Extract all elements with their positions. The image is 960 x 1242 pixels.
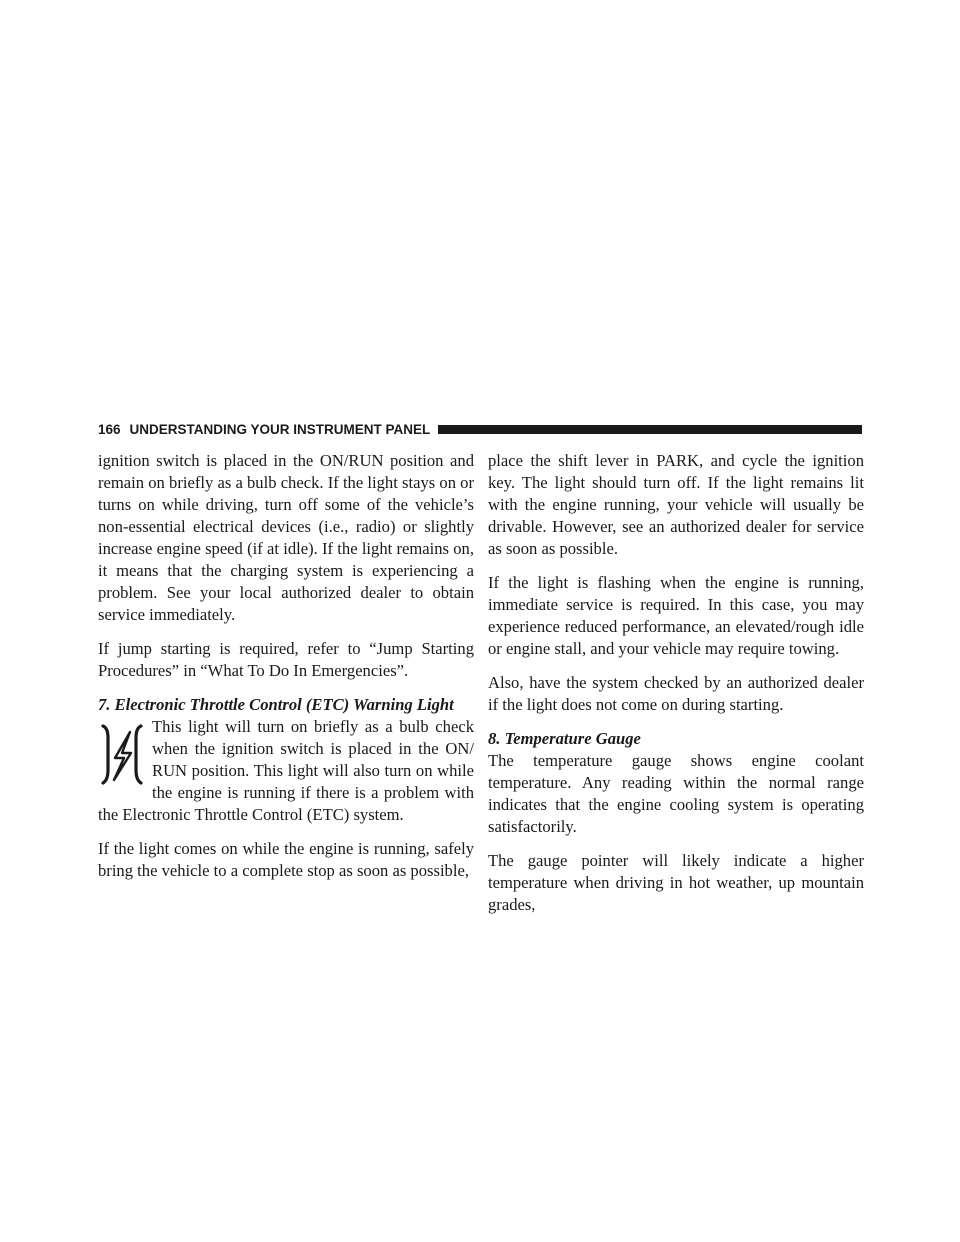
etc-light-on-paragraph: If the light comes on while the engine is running, safely bring the vehicle to a complete stop as soon as possible, [98, 839, 474, 880]
system-check-paragraph: Also, have the system checked by an authorized dealer if the light does not come on during starting. [488, 673, 864, 714]
etc-warning-heading: 7. Electronic Throttle Control (ETC) Warning Light [98, 695, 454, 714]
flashing-light-paragraph: If the light is flashing when the engine is running, immediate service is required. In this case, you may experience reduced performance, an elevated/rough idle or engine stall, and your vehicle may require towing. [488, 573, 864, 658]
etc-description-block [98, 716, 474, 826]
page-header [98, 419, 862, 439]
charging-system-paragraph: ignition switch is placed in the ON/RUN position and remain on briefly as a bulb check. If the light stays on or turns on while driving, turn off some of the vehicle’s non-essential electrical devices (i.e., radio) or slightly increase engine speed (if at idle). If the light remains on, it means that the charging system is experiencing a problem. See your local authorized dealer to obtain service immediately. [98, 451, 474, 624]
temperature-gauge-paragraph: The temperature gauge shows engine coolant temperature. Any reading within the normal range indicates that the engine cooling system is operating satisfactorily. [488, 751, 864, 836]
gauge-pointer-paragraph: The gauge pointer will likely indicate a higher temperature when driving in hot weather, up mountain grades, [488, 851, 864, 914]
temperature-gauge-heading: 8. Temperature Gauge [488, 729, 641, 748]
section-title: UNDERSTANDING YOUR INSTRUMENT PANEL [129, 421, 431, 437]
etc-description-paragraph: This light will turn on briefly as a bulb check when the ignition switch is placed in the ON/ RUN position. This light will also turn on while the engine is running if there is a problem with the Electronic Throttle Control (ETC) system. [98, 717, 474, 824]
etc-warning-icon [96, 720, 148, 790]
jump-starting-paragraph: If jump starting is required, refer to “Jump Starting Procedures” in “What To Do In Emergencies”. [98, 639, 474, 680]
right-column [488, 450, 864, 928]
park-shift-paragraph: place the shift lever in PARK, and cycle the ignition key. The light should turn off. If the light remains lit with the engine running, your vehicle will usually be drivable. However, see an authorized dealer for service as soon as possible. [488, 451, 864, 558]
left-column [98, 450, 474, 894]
page-number: 166 [98, 421, 121, 437]
header-rule [438, 425, 862, 434]
